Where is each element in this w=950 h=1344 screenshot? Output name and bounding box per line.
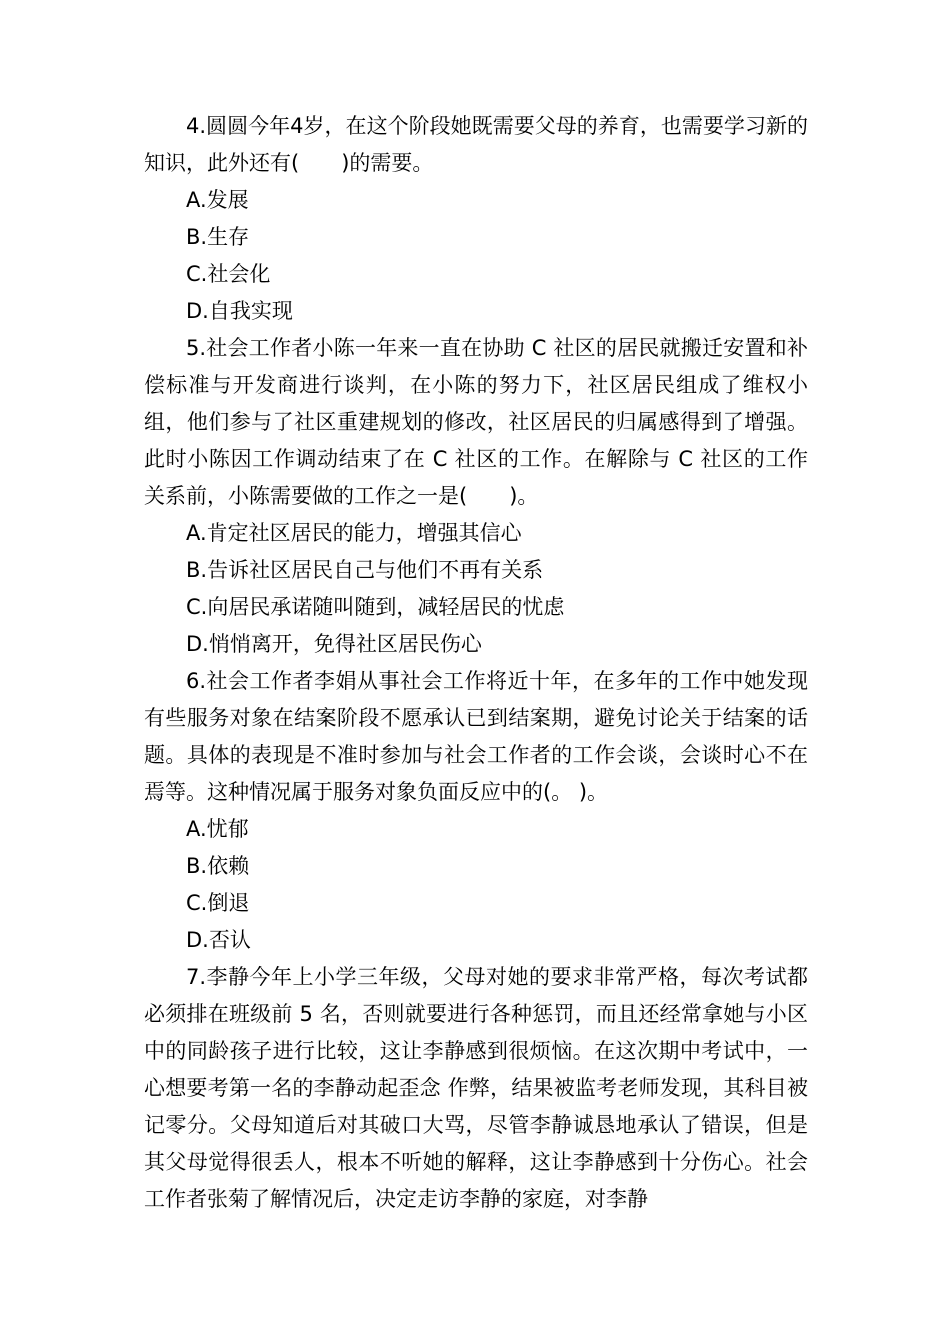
question-stem: 5.社会工作者小陈一年来一直在协助 C 社区的居民就搬迁安置和补偿标准与开发商进行谈判，在小陈的努力下，社区居民组成了维权小组，他们参与了社区重建规划的修改，社区居民的归属感得到了增强。此时小陈因工作调动结束了在 C 社区的工作。在解除与 C 社区的工作关系前，小陈需要做的工作之一是( )。 — [144, 336, 808, 508]
question-stem: 4.圆圆今年4岁，在这个阶段她既需要父母的养育，也需要学习新的知识，此外还有( )的需要。 — [144, 114, 808, 175]
option-b: B.生存 — [186, 225, 250, 249]
option-d: D.否认 — [186, 928, 251, 952]
option-b: B.依赖 — [186, 854, 250, 878]
option-a: A.发展 — [186, 188, 249, 212]
question-stem: 6.社会工作者李娟从事社会工作将近十年，在多年的工作中她发现有些服务对象在结案阶段不愿承认已到结案期，避免讨论关于结案的话题。具体的表现是不准时参加与社会工作者的工作会谈，会谈时心不在焉等。这种情况属于服务对象负面反应中的(。 )。 — [144, 669, 808, 804]
question-6 — [144, 663, 808, 959]
option-c: C.社会化 — [186, 262, 271, 286]
option-a: A.肯定社区居民的能力，增强其信心 — [186, 521, 522, 545]
question-4 — [144, 108, 808, 330]
document-page — [144, 108, 808, 1218]
question-7 — [144, 959, 808, 1218]
option-d: D.自我实现 — [186, 299, 293, 323]
question-5 — [144, 330, 808, 663]
option-c: C.倒退 — [186, 891, 250, 915]
option-b: B.告诉社区居民自己与他们不再有关系 — [186, 558, 544, 582]
option-a: A.忧郁 — [186, 817, 249, 841]
question-stem: 7.李静今年上小学三年级，父母对她的要求非常严格，每次考试都必须排在班级前 5 名，否则就要进行各种惩罚，而且还经常拿她与小区中的同龄孩子进行比较，这让李静感到很烦恼。在这次期中考试中，一心想要考第一名的李静动起歪念 作弊，结果被监考老师发现，其科目被记零分。父母知道后对其破口大骂，尽管李静诚恳地承认了错误，但是其父母觉得很丢人，根本不听她的解释，这让李静感到十分伤心。社会工作者张菊了解情况后，决定走访李静的家庭，对李静 — [144, 965, 808, 1211]
option-c: C.向居民承诺随叫随到，减轻居民的忧虑 — [186, 595, 565, 619]
option-d: D.悄悄离开，免得社区居民伤心 — [186, 632, 482, 656]
